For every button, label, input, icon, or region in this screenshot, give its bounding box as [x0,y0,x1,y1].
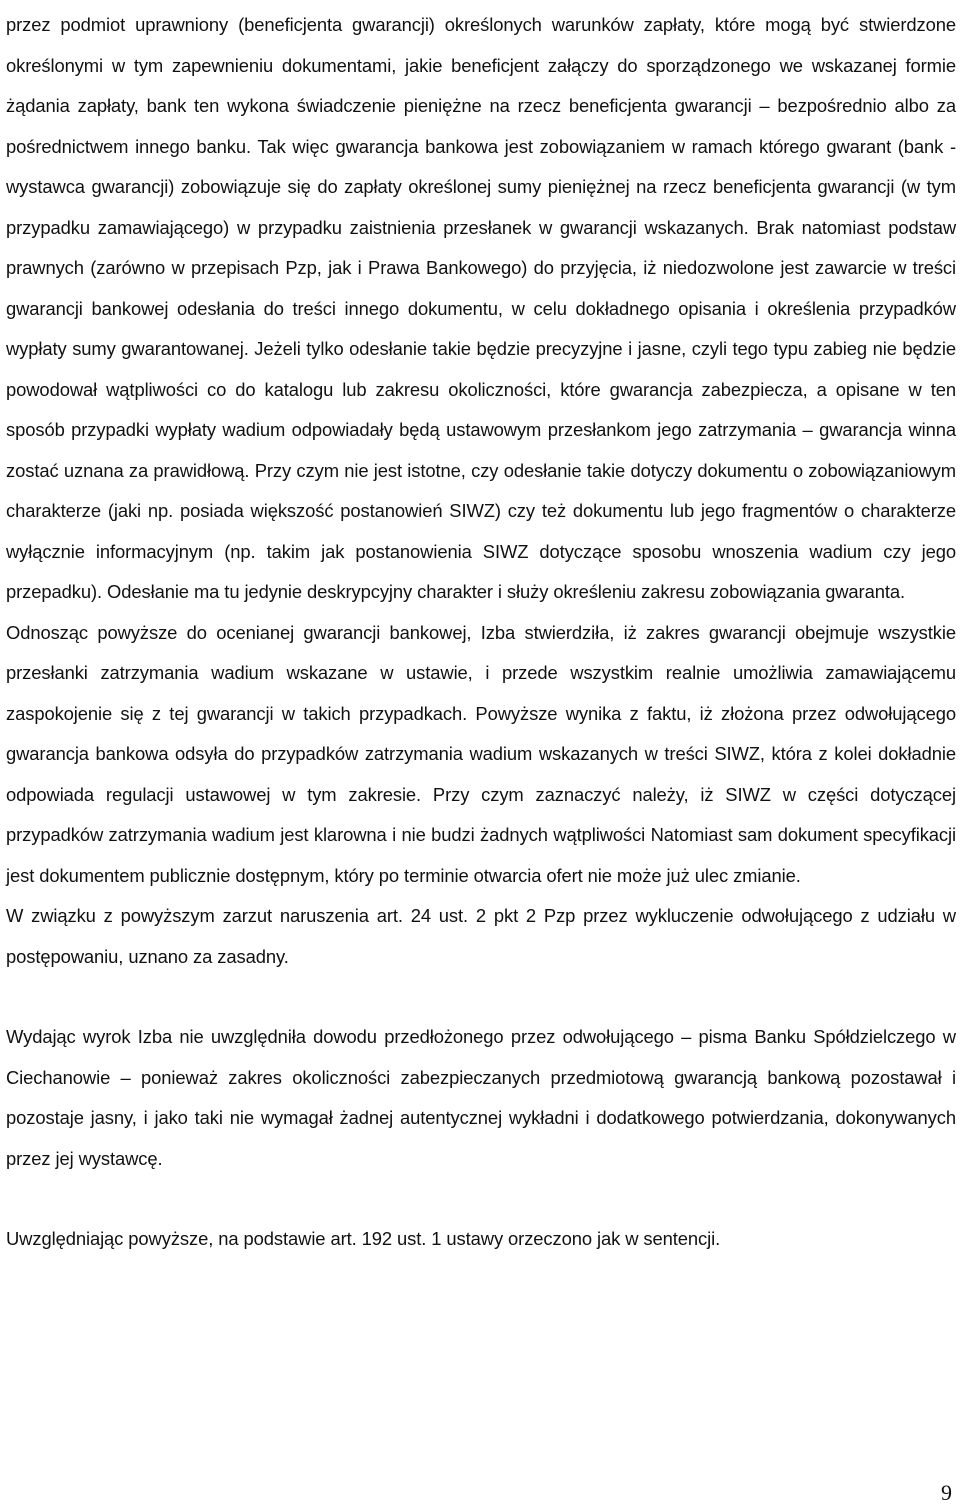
document-page [6,5,956,1260]
paragraph-ruling: Uwzględniając powyższe, na podstawie art. 192 ust. 1 ustawy orzeczono jak w sentencji. [6,1228,721,1249]
paragraph-assessment: Odnosząc powyższe do ocenianej gwarancji bankowej, Izba stwierdziła, iż zakres gwarancji obejmuje wszystkie przesłanki zatrzymania wadium wskazane w ustawie, i przede wszystkim realnie umożliwia zamawiającemu zaspokojenie się z tej gwarancji w takich przypadkach. Powyższe wynika z faktu, iż złożona przez odwołującego gwarancja bankowa odsyła do przypadków zatrzymania wadium wskazanych w treści SIWZ, która z kolei dokładnie odpowiada regulacji ustawowej w tym zakresie. Przy czym zaznaczyć należy, iż SIWZ w części dotyczącej przypadków zatrzymania wadium jest klarowna i nie budzi żadnych wątpliwości Natomiast sam dokument specyfikacji jest dokumentem publicznie dostępnym, który po terminie otwarcia ofert nie może już ulec zmianie. [6,621,956,886]
paragraph-spacer [6,977,956,1017]
page-number: 9 [941,1480,952,1505]
paragraph-evidence: Wydając wyrok Izba nie uwzględniła dowodu przedłożonego przez odwołującego – pisma Banku Spółdzielczego w Ciechanowie – ponieważ zakres okoliczności zabezpieczanych przedmiotową gwarancją bankową pozostawał i pozostaje jasny, i jako taki nie wymagał żadnej autentycznej wykładni i dodatkowego potwierdzania, dokonywanych przez jej wystawcę. [6,1026,956,1169]
paragraph-spacer [6,1179,956,1219]
paragraph-conclusion: W związku z powyższym zarzut naruszenia art. 24 ust. 2 pkt 2 Pzp przez wykluczenie odwołującego z udziału w postępowaniu, uznano za zasadny. [6,905,956,967]
paragraph-guarantee-definition: przez podmiot uprawniony (beneficjenta gwarancji) określonych warunków zapłaty, które mogą być stwierdzone określonymi w tym zapewnieniu dokumentami, jakie beneficjent załączy do sporządzonego we wskazanej formie żądania zapłaty, bank ten wykona świadczenie pieniężne na rzecz beneficjenta gwarancji – bezpośrednio albo za pośrednictwem innego banku. Tak więc gwarancja bankowa jest zobowiązaniem w ramach którego gwarant (bank - wystawca gwarancji) zobowiązuje się do zapłaty określonej sumy pieniężnej na rzecz beneficjenta gwarancji (w tym przypadku zamawiającego) w przypadku zaistnienia przesłanek w gwarancji wskazanych. Brak natomiast podstaw prawnych (zarówno w przepisach Pzp, jak i Prawa Bankowego) do przyjęcia, iż niedozwolone jest zawarcie w treści gwarancji bankowej odesłania do treści innego dokumentu, w celu dokładnego opisania i określenia przypadków wypłaty sumy gwarantowanej. Jeżeli tylko odesłanie takie będzie precyzyjne i jasne, czyli tego typu zabieg nie będzie powodował wątpliwości co do katalogu lub zakresu okoliczności, które gwarancja zabezpiecza, a opisane w ten sposób przypadki wypłaty wadium odpowiadały będą ustawowym przesłankom jego zatrzymania – gwarancja winna zostać uznana za prawidłową. Przy czym nie jest istotne, czy odesłanie takie dotyczy dokumentu o zobowiązaniowym charakterze (jaki np. posiada większość postanowień SIWZ) czy też dokumentu lub jego fragmentów o charakterze wyłącznie informacyjnym (np. takim jak postanowienia SIWZ dotyczące sposobu wnoszenia wadium czy jego przepadku). Odesłanie ma tu jedynie deskrypcyjny charakter i służy określeniu zakresu zobowiązania gwaranta. [6,14,956,602]
